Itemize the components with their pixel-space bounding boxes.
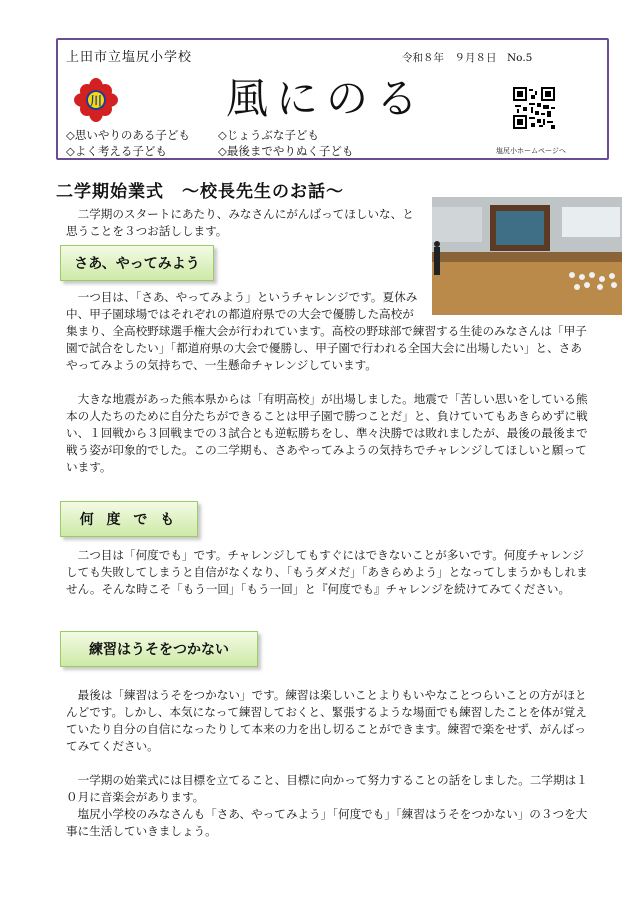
issue-date: 令和８年 ９月８日 No.5 <box>402 52 533 64</box>
closing-paragraph-2: 塩尻小学校のみなさんも「さあ、やってみよう」「何度でも」「練習はうそをつかない」の３つを大事に生活していきましょう。 <box>66 807 588 838</box>
intro-paragraph: 二学期のスタートにあたり、みなさんにがんばってほしいな、と思うことを３つお話しします。 <box>66 207 414 238</box>
section-label-try: さあ、やってみよう <box>60 245 214 281</box>
section3-paragraph: 最後は「練習はうそをつかない」です。練習は楽しいことよりもいやなことつらいことの方がほとんどです。しかし、本気になって練習しておくと、緊張するような場面でも練習したことを体が覚えていたり自分の自信になったりして本来の力を出し切ることができます。練習で楽をせず、がんばってみてください。 <box>66 688 587 753</box>
qr-caption: 塩尻小ホームページへ <box>496 147 566 155</box>
newsletter-title: 風にのる <box>226 74 427 123</box>
goal-2: ◇じょうぶな子ども <box>218 128 319 142</box>
goal-3: ◇よく考える子ども <box>66 144 167 158</box>
section1-paragraph-2: 大きな地震があった熊本県からは「有明高校」が出場しました。地震で「苦しい思いをしている熊本の人たちのために自分たちができることは甲子園で勝つことだ」と、負けていてもあきらめずに戦い、１回戦から３回戦までの３試合とも逆転勝ちをし、準々決勝では敗れましたが、最後の最後まで戦う姿が印象的でした。この二学期も、さあやってみようの気持ちでチャレンジしてほしいと願っています。 <box>66 392 588 474</box>
goal-1: ◇思いやりのある子ども <box>66 128 190 142</box>
logo-label: 川 <box>89 94 103 108</box>
school-name: 上田市立塩尻小学校 <box>66 50 193 65</box>
section-label-again: 何 度 で も <box>60 501 198 537</box>
photo-wrap-spacer <box>424 289 592 323</box>
closing-paragraph-1: 一学期の始業式には目標を立てること、目標に向かって努力することの話をしました。二学期は１０月に音楽会があります。 <box>66 773 588 804</box>
section2-paragraph: 二つ目は「何度でも」です。チャレンジしてもすぐにはできないことが多いです。何度チャレンジしても失敗してしまうと自信がなくなり、「もうダメだ」「あきらめよう」となってしまうかもしれません。そんな時こそ「もう一回」「もう一回」と『何度でも』チャレンジを続けてみてください。 <box>66 548 588 596</box>
section1-paragraph-1: 一つ目は、「さあ、やってみよう」というチャレンジです。夏休み中、甲子園球場ではそれぞれの都道府県での大会で優勝した高校が集まり、全高校野球選手権大会が行われています。高校の野球部で練習する生徒のみなさんは「甲子園で試合をしたい」「都道府県の大会で優勝し、甲子園で行われる全国大会に出場したい」と、さあやってみようの気持ちで、一生懸命チャレンジしています。 <box>66 289 592 374</box>
qr-code-icon[interactable] <box>513 87 555 129</box>
goal-4: ◇最後までやりぬく子ども <box>218 144 354 158</box>
article-heading: 二学期始業式 ～校長先生のお話～ <box>56 182 344 202</box>
section-label-practice: 練習はうそをつかない <box>60 631 258 667</box>
school-logo-icon <box>74 78 118 122</box>
